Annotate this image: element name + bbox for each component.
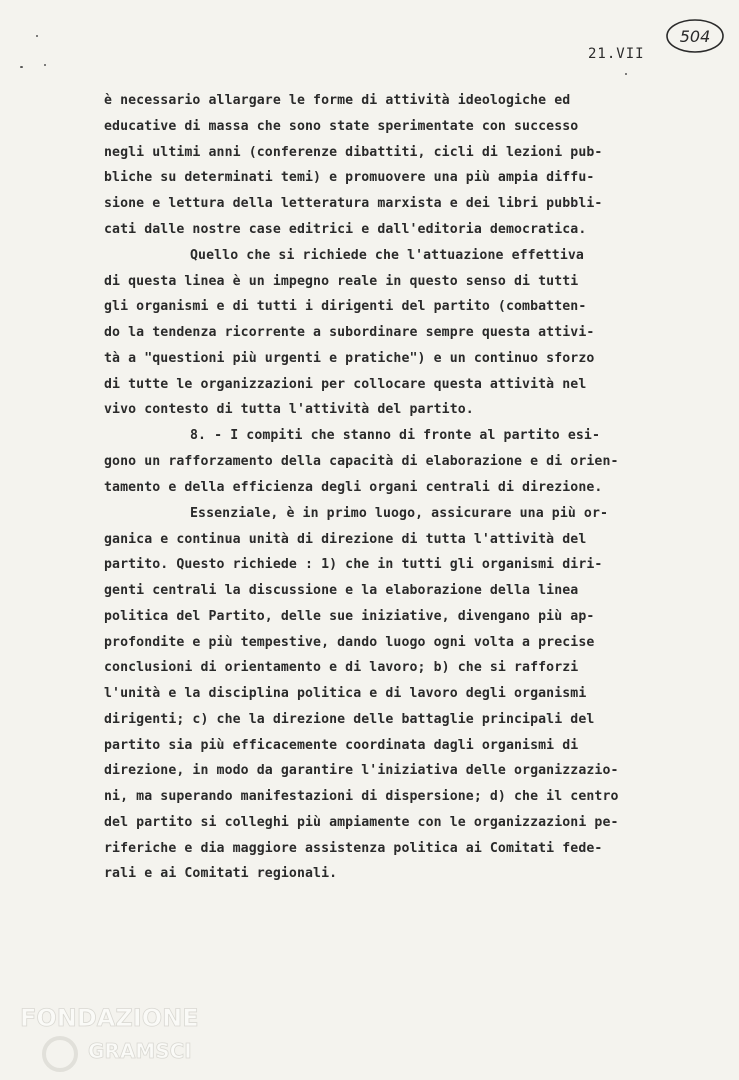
text-line: tà a "questioni più urgenti e pratiche") e un continuo sforzo — [104, 351, 595, 366]
text-line: profondite e più tempestive, dando luogo ogni volta a precise — [104, 635, 595, 650]
text-line: ganica e continua unità di direzione di tutta l'attività del — [104, 532, 587, 547]
text-line: negli ultimi anni (conferenze dibattiti, cicli di lezioni pub- — [104, 145, 603, 160]
text-line: tamento e della efficienza degli organi centrali di direzione. — [104, 480, 603, 495]
text-line: gli organismi e di tutti i dirigenti del partito (combatten- — [104, 299, 587, 314]
text-line: riferiche e dia maggiore assistenza politica ai Comitati fede- — [104, 841, 603, 856]
text-line: educative di massa che sono state sperimentate con successo — [104, 119, 579, 134]
text-line: di questa linea è un impegno reale in questo senso di tutti — [104, 274, 579, 289]
text-line: rali e ai Comitati regionali. — [104, 866, 338, 881]
watermark-line-2: GRAMSCI — [88, 1039, 192, 1063]
text-line: sione e lettura della letteratura marxista e dei libri pubbli- — [104, 196, 603, 211]
paragraph-start: Quello che si richiede che l'attuazione effettiva — [190, 248, 584, 263]
page-number: 21.VII — [588, 46, 645, 62]
text-line: partito. Questo richiede : 1) che in tutti gli organismi diri- — [104, 557, 603, 572]
paragraph-start: Essenziale, è in primo luogo, assicurare una più or- — [190, 506, 609, 521]
text-line: genti centrali la discussione e la elaborazione della linea — [104, 583, 579, 598]
text-line: do la tendenza ricorrente a subordinare sempre questa attivi- — [104, 325, 595, 340]
text-line: vivo contesto di tutta l'attività del partito. — [104, 402, 474, 417]
text-line: ni, ma superando manifestazioni di dispersione; d) che il centro — [104, 789, 619, 804]
watermark-line-1: FONDAZIONE — [20, 1004, 199, 1032]
stamp-number: 504 — [679, 27, 711, 46]
text-line: gono un rafforzamento della capacità di elaborazione e di orien- — [104, 454, 619, 469]
text-line: del partito si colleghi più ampiamente con le organizzazioni pe- — [104, 815, 619, 830]
text-line: è necessario allargare le forme di attività ideologiche ed — [104, 93, 571, 108]
text-line: l'unità e la disciplina politica e di lavoro degli organismi — [104, 686, 587, 701]
text-line: conclusioni di orientamento e di lavoro; b) che si rafforzi — [104, 660, 579, 675]
text-line: bliche su determinati temi) e promuovere una più ampia diffu- — [104, 170, 595, 185]
text-line: dirigenti; c) che la direzione delle battaglie principali del — [104, 712, 595, 727]
text-line: politica del Partito, delle sue iniziative, divengano più ap- — [104, 609, 595, 624]
text-line: direzione, in modo da garantire l'iniziativa delle organizzazio- — [104, 763, 619, 778]
text-line: cati dalle nostre case editrici e dall'editoria democratica. — [104, 222, 587, 237]
text-line: partito sia più efficacemente coordinata dagli organismi di — [104, 738, 579, 753]
fondazione-gramsci-watermark — [18, 998, 238, 1078]
text-line: di tutte le organizzazioni per collocare questa attività nel — [104, 377, 587, 392]
section-heading-8: 8. - I compiti che stanno di fronte al partito esi- — [190, 428, 601, 443]
